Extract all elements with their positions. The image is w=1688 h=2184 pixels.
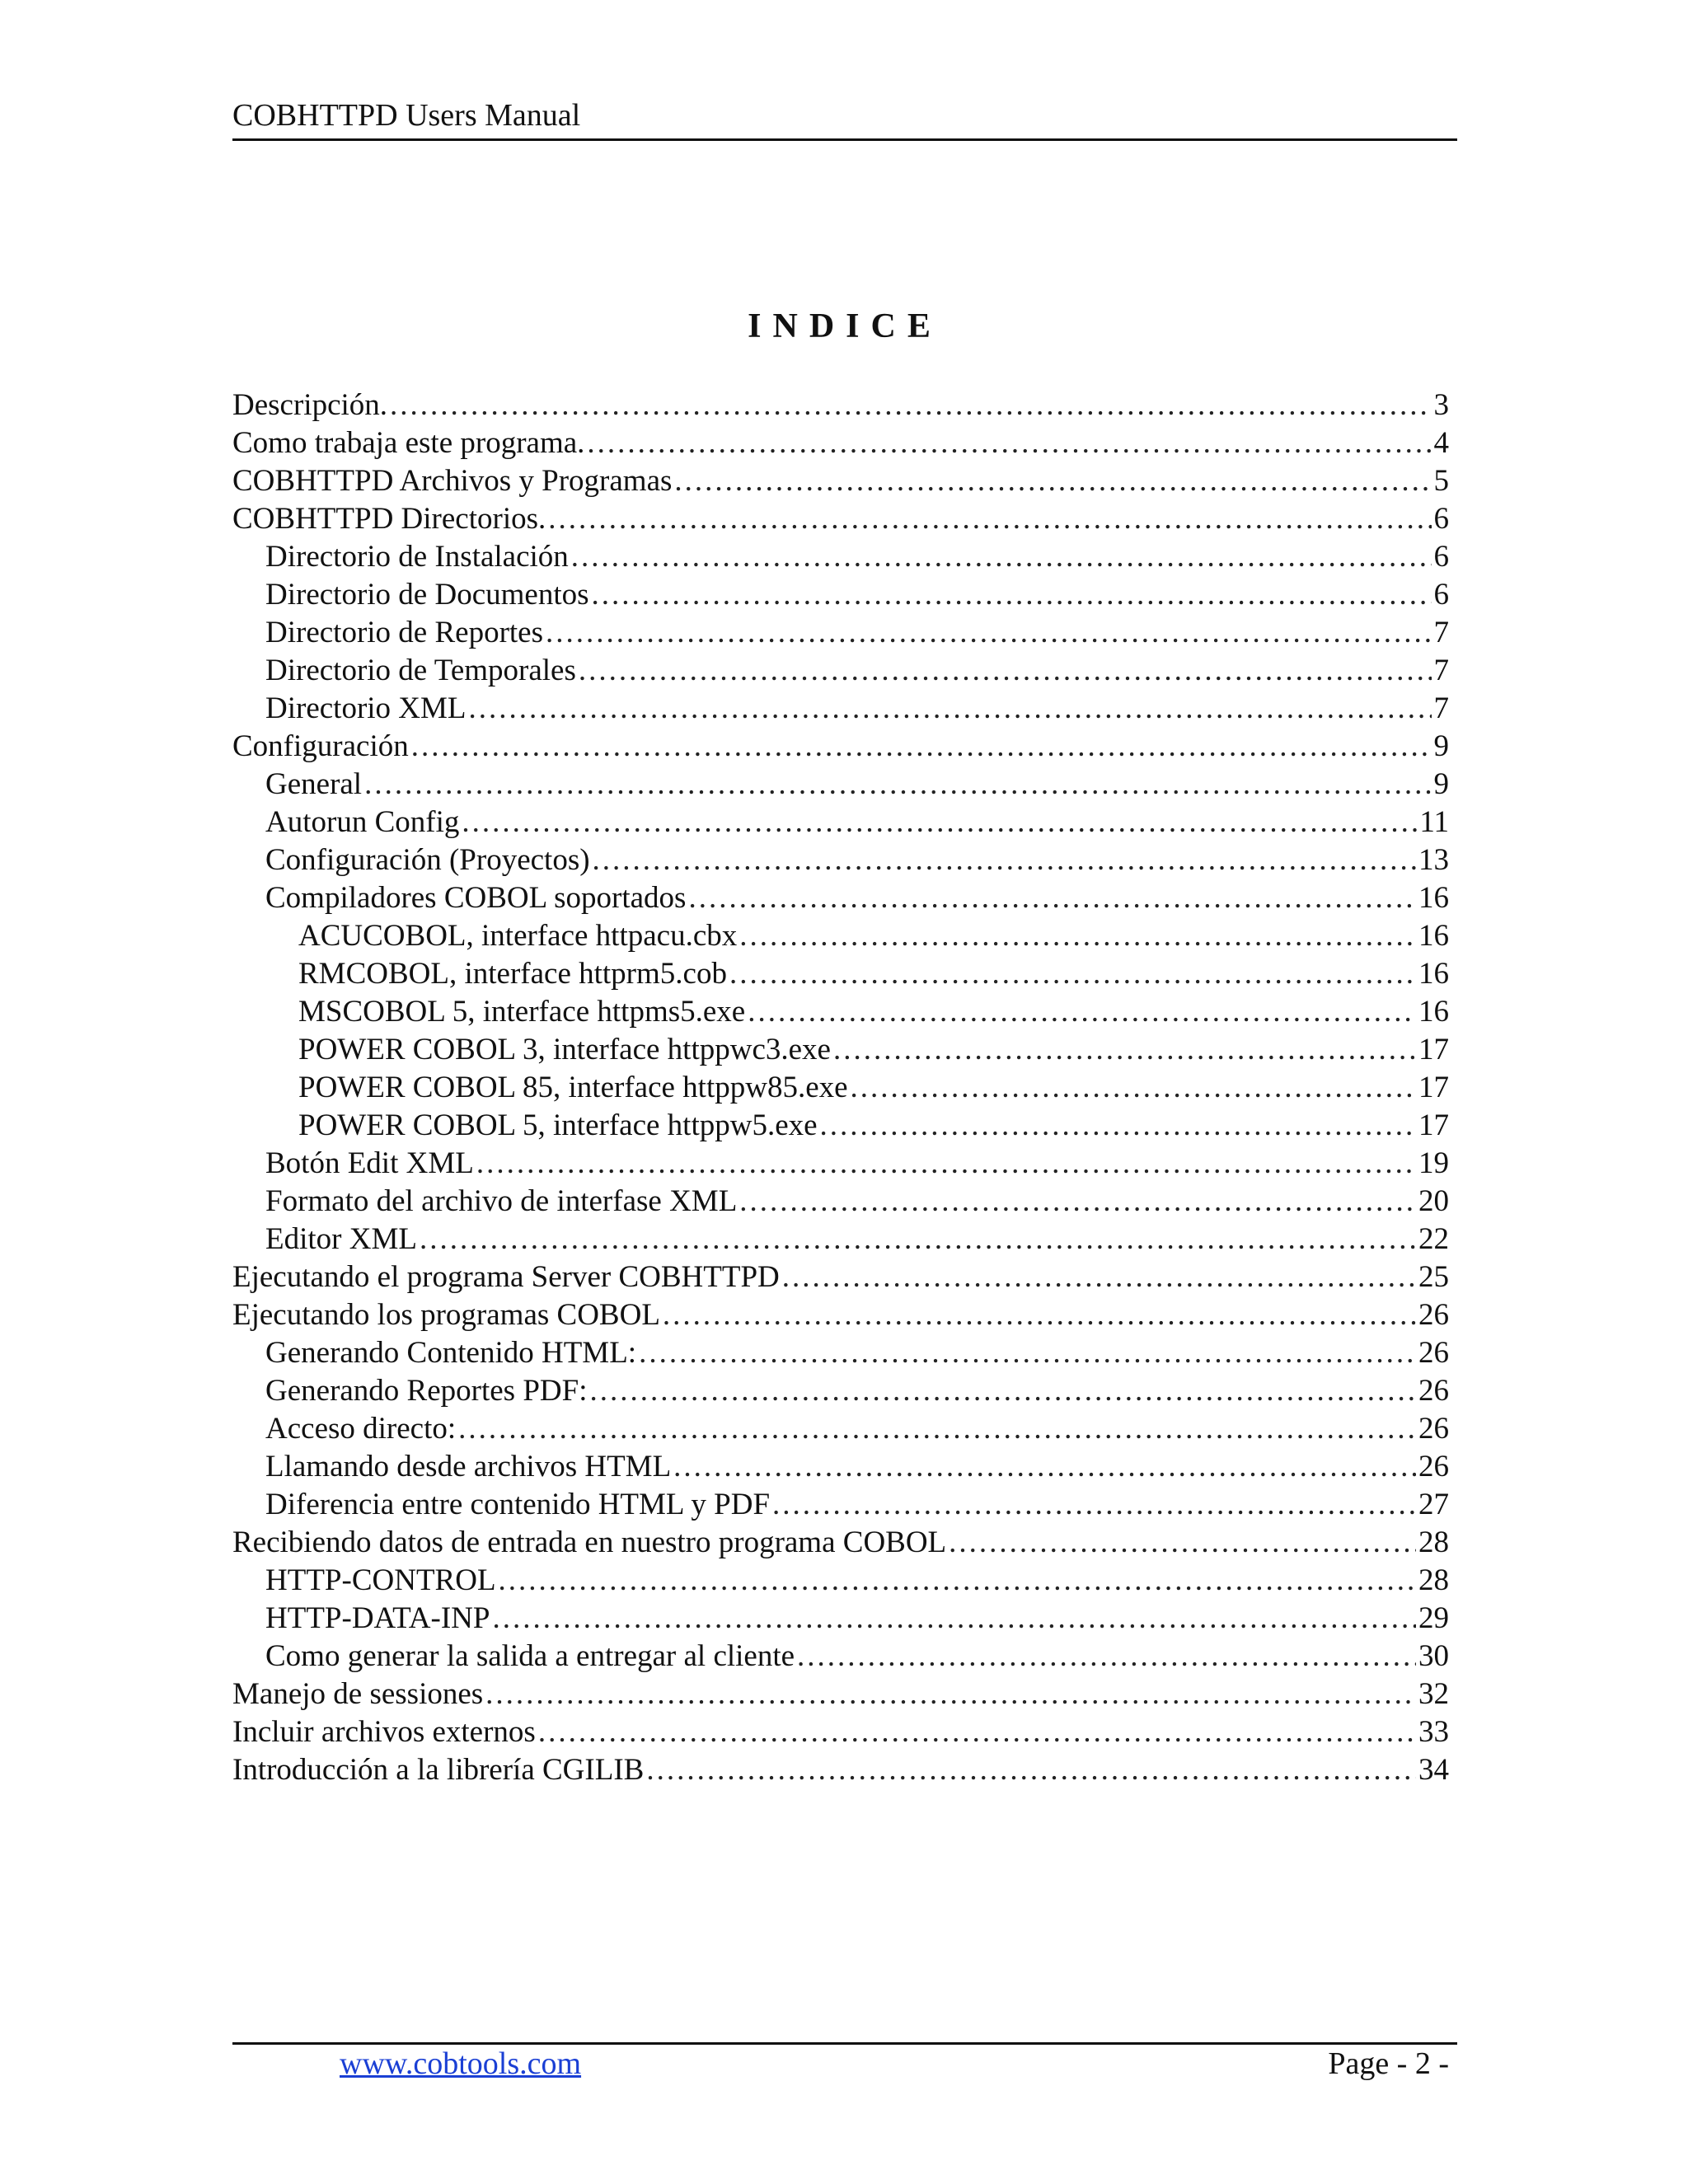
toc-entry-page: 28 xyxy=(1418,1526,1449,1559)
toc-entry-page: 4 xyxy=(1433,426,1449,460)
toc-entry[interactable] xyxy=(232,538,1449,576)
toc-dot-leader xyxy=(390,387,1431,424)
toc-entry[interactable] xyxy=(232,1107,1449,1145)
toc-entry-page: 28 xyxy=(1418,1563,1449,1597)
toc-entry-page: 7 xyxy=(1433,691,1449,725)
toc-entry[interactable] xyxy=(232,1258,1449,1296)
toc-entry-page: 6 xyxy=(1433,540,1449,574)
toc-entry-label: Directorio de Documentos xyxy=(265,578,589,612)
toc-entry-label: Manejo de sessiones xyxy=(232,1677,484,1711)
toc-dot-leader xyxy=(579,652,1432,690)
toc-entry-page: 9 xyxy=(1433,767,1449,801)
toc-entry-label: MSCOBOL 5, interface httpms5.exe xyxy=(298,995,746,1029)
toc-entry[interactable] xyxy=(232,500,1449,538)
toc-entry-page: 17 xyxy=(1418,1108,1449,1142)
toc-dot-leader xyxy=(820,1107,1416,1145)
toc-dot-leader xyxy=(492,1600,1416,1638)
toc-dot-leader xyxy=(469,690,1432,728)
toc-dot-leader xyxy=(546,614,1432,652)
toc-entry-label: General xyxy=(265,767,363,801)
toc-dot-leader xyxy=(949,1524,1416,1562)
toc-entry[interactable] xyxy=(232,1183,1449,1221)
toc-entry-page: 27 xyxy=(1418,1488,1449,1521)
toc-entry-page: 9 xyxy=(1433,729,1449,763)
toc-entry[interactable] xyxy=(232,424,1449,462)
toc-entry[interactable] xyxy=(232,804,1449,841)
toc-entry[interactable] xyxy=(232,1524,1449,1562)
toc-entry[interactable] xyxy=(232,690,1449,728)
toc-entry-page: 16 xyxy=(1418,957,1449,991)
toc-entry-label: COBHTTPD Archivos y Programas xyxy=(232,464,673,498)
toc-entry[interactable] xyxy=(232,614,1449,652)
toc-dot-leader xyxy=(833,1031,1416,1069)
toc-dot-leader xyxy=(748,993,1416,1031)
toc-dot-leader xyxy=(458,1410,1416,1448)
toc-entry[interactable] xyxy=(232,1334,1449,1372)
toc-entry-page: 26 xyxy=(1418,1374,1449,1408)
toc-dot-leader xyxy=(592,576,1432,614)
toc-entry-label: Autorun Config xyxy=(265,805,460,839)
toc-entry[interactable] xyxy=(232,1751,1449,1789)
toc-entry[interactable] xyxy=(232,1031,1449,1069)
toc-entry-page: 17 xyxy=(1418,1071,1449,1104)
toc-entry-label: Configuración xyxy=(232,729,409,763)
toc-entry-page: 5 xyxy=(1433,464,1449,498)
toc-entry-page: 3 xyxy=(1433,388,1449,422)
toc-entry-label: Descripción. xyxy=(232,388,388,422)
toc-entry-label: Directorio de Instalación xyxy=(265,540,569,574)
toc-entry-label: HTTP-CONTROL xyxy=(265,1563,496,1597)
toc-dot-leader xyxy=(364,766,1431,804)
toc-entry[interactable] xyxy=(232,387,1449,424)
toc-entry-label: POWER COBOL 85, interface httppw85.exe xyxy=(298,1071,848,1104)
toc-entry-label: Botón Edit XML xyxy=(265,1146,474,1180)
table-of-contents xyxy=(232,387,1449,1789)
toc-entry[interactable] xyxy=(232,1296,1449,1334)
page-number: Page - 2 - xyxy=(1328,2046,1449,2081)
toc-dot-leader xyxy=(739,917,1416,955)
toc-entry-page: 25 xyxy=(1418,1260,1449,1294)
toc-entry-page: 7 xyxy=(1433,616,1449,649)
toc-entry-page: 26 xyxy=(1418,1412,1449,1446)
toc-entry[interactable] xyxy=(232,576,1449,614)
toc-entry[interactable] xyxy=(232,652,1449,690)
toc-dot-leader xyxy=(548,500,1431,538)
toc-dot-leader xyxy=(739,1183,1416,1221)
toc-entry[interactable] xyxy=(232,766,1449,804)
toc-entry-label: HTTP-DATA-INP xyxy=(265,1601,490,1635)
toc-entry-page: 19 xyxy=(1418,1146,1449,1180)
toc-dot-leader xyxy=(538,1713,1416,1751)
toc-entry[interactable] xyxy=(232,1486,1449,1524)
toc-entry-page: 13 xyxy=(1418,843,1449,877)
toc-dot-leader xyxy=(485,1675,1416,1713)
toc-entry-label: Acceso directo: xyxy=(265,1412,457,1446)
toc-entry[interactable] xyxy=(232,1372,1449,1410)
toc-entry[interactable] xyxy=(232,917,1449,955)
toc-entry-page: 6 xyxy=(1433,578,1449,612)
toc-entry-page: 17 xyxy=(1418,1033,1449,1066)
toc-dot-leader xyxy=(782,1258,1416,1296)
toc-entry-label: ACUCOBOL, interface httpacu.cbx xyxy=(298,919,738,953)
toc-entry-page: 26 xyxy=(1418,1450,1449,1483)
toc-entry-page: 33 xyxy=(1418,1715,1449,1749)
toc-entry[interactable] xyxy=(232,955,1449,993)
toc-dot-leader xyxy=(411,728,1432,766)
toc-dot-leader xyxy=(674,462,1431,500)
toc-dot-leader xyxy=(571,538,1432,576)
toc-dot-leader xyxy=(797,1638,1416,1675)
toc-dot-leader xyxy=(688,879,1416,917)
toc-dot-leader xyxy=(673,1448,1416,1486)
toc-dot-leader xyxy=(590,1372,1417,1410)
toc-entry-label: Directorio de Temporales xyxy=(265,654,576,687)
toc-dot-leader xyxy=(499,1562,1416,1600)
toc-dot-leader xyxy=(587,424,1431,462)
toc-entry-page: 26 xyxy=(1418,1336,1449,1370)
toc-entry-label: Como trabaja este programa. xyxy=(232,426,585,460)
toc-entry-page: 29 xyxy=(1418,1601,1449,1635)
toc-entry-label: Generando Reportes PDF: xyxy=(265,1374,588,1408)
toc-entry[interactable] xyxy=(232,879,1449,917)
toc-entry-label: Introducción a la librería CGILIB xyxy=(232,1753,645,1787)
toc-entry[interactable] xyxy=(232,1600,1449,1638)
running-header xyxy=(232,96,1457,141)
toc-dot-leader xyxy=(663,1296,1416,1334)
toc-entry-label: Diferencia entre contenido HTML y PDF xyxy=(265,1488,771,1521)
toc-entry-label: Llamando desde archivos HTML xyxy=(265,1450,672,1483)
footer-rule xyxy=(232,2042,1457,2045)
toc-entry-label: Incluir archivos externos xyxy=(232,1715,536,1749)
toc-entry-label: RMCOBOL, interface httprm5.cob xyxy=(298,957,727,991)
toc-entry-page: 22 xyxy=(1418,1222,1449,1256)
website-link[interactable]: www.cobtools.com xyxy=(340,2046,582,2081)
toc-dot-leader xyxy=(420,1221,1416,1258)
toc-dot-leader xyxy=(646,1751,1416,1789)
toc-entry-page: 16 xyxy=(1418,881,1449,915)
toc-entry-page: 30 xyxy=(1418,1639,1449,1673)
toc-entry[interactable] xyxy=(232,1638,1449,1675)
toc-entry-label: Configuración (Proyectos) xyxy=(265,843,590,877)
toc-entry-label: Como generar la salida a entregar al cliente xyxy=(265,1639,795,1673)
toc-dot-leader xyxy=(476,1145,1416,1183)
toc-entry-page: 20 xyxy=(1418,1184,1449,1218)
toc-entry[interactable] xyxy=(232,1145,1449,1183)
toc-entry-label: Ejecutando el programa Server COBHTTPD xyxy=(232,1260,780,1294)
toc-dot-leader xyxy=(639,1334,1416,1372)
toc-entry-label: COBHTTPD Directorios. xyxy=(232,502,546,536)
toc-entry-page: 6 xyxy=(1433,502,1449,536)
toc-entry-page: 32 xyxy=(1418,1677,1449,1711)
toc-entry-label: Editor XML xyxy=(265,1222,417,1256)
toc-entry-page: 34 xyxy=(1418,1753,1449,1787)
toc-entry-page: 7 xyxy=(1433,654,1449,687)
toc-dot-leader xyxy=(729,955,1416,993)
toc-entry-label: POWER COBOL 3, interface httppwc3.exe xyxy=(298,1033,831,1066)
toc-entry[interactable] xyxy=(232,728,1449,766)
header-title: COBHTTPD Users Manual xyxy=(232,98,581,133)
toc-entry[interactable] xyxy=(232,462,1449,500)
toc-entry-page: 16 xyxy=(1418,919,1449,953)
toc-entry-label: Directorio XML xyxy=(265,691,467,725)
toc-entry[interactable] xyxy=(232,1448,1449,1486)
toc-entry[interactable] xyxy=(232,1410,1449,1448)
toc-dot-leader xyxy=(593,841,1416,879)
toc-entry[interactable] xyxy=(232,1221,1449,1258)
toc-entry[interactable] xyxy=(232,993,1449,1031)
index-title: INDICE xyxy=(748,307,942,345)
toc-entry[interactable] xyxy=(232,1675,1449,1713)
toc-entry-label: Recibiendo datos de entrada en nuestro programa COBOL xyxy=(232,1526,947,1559)
toc-entry[interactable] xyxy=(232,1562,1449,1600)
toc-entry[interactable] xyxy=(232,841,1449,879)
toc-dot-leader xyxy=(772,1486,1416,1524)
toc-entry[interactable] xyxy=(232,1069,1449,1107)
toc-entry-label: Compiladores COBOL soportados xyxy=(265,881,687,915)
toc-entry-label: Generando Contenido HTML: xyxy=(265,1336,637,1370)
toc-entry[interactable] xyxy=(232,1713,1449,1751)
toc-entry-label: POWER COBOL 5, interface httppw5.exe xyxy=(298,1108,818,1142)
toc-entry-page: 16 xyxy=(1418,995,1449,1029)
toc-entry-page: 11 xyxy=(1419,805,1449,839)
toc-dot-leader xyxy=(851,1069,1416,1107)
toc-entry-label: Directorio de Reportes xyxy=(265,616,543,649)
toc-dot-leader xyxy=(462,804,1417,841)
toc-entry-page: 26 xyxy=(1418,1298,1449,1332)
toc-entry-label: Formato del archivo de interfase XML xyxy=(265,1184,738,1218)
toc-entry-label: Ejecutando los programas COBOL xyxy=(232,1298,660,1332)
